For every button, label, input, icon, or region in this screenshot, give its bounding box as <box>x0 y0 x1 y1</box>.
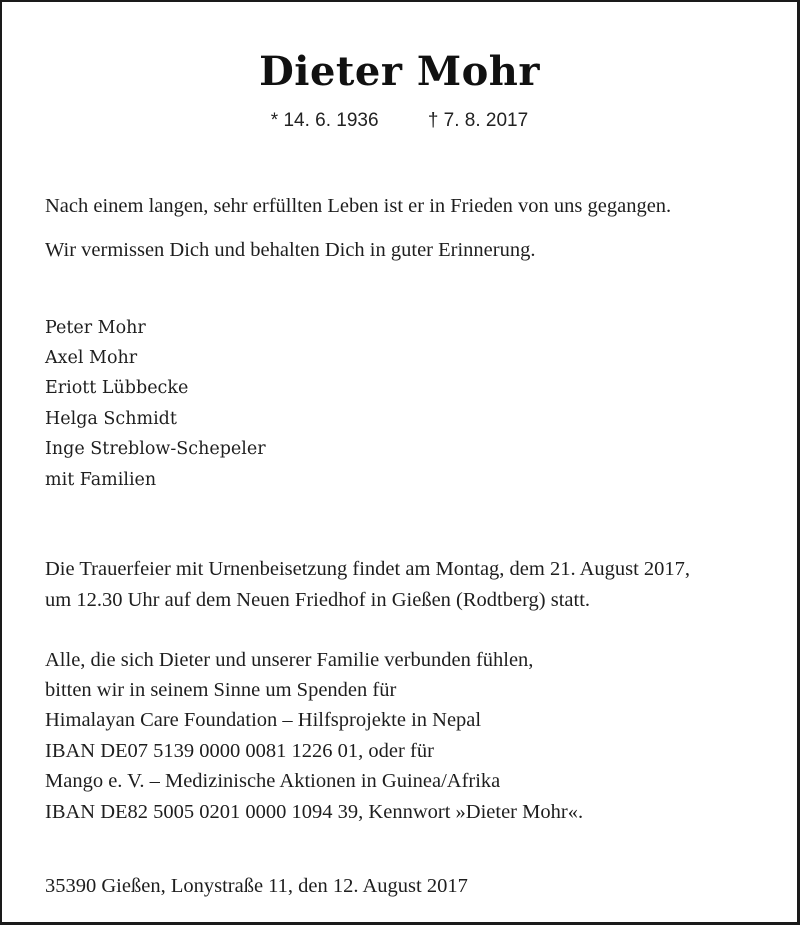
mourner-name: Eriott Lübbecke <box>45 378 189 398</box>
donation-line: Alle, die sich Dieter und unserer Familie verbunden fühlen, <box>45 649 534 671</box>
funeral-line: Die Trauerfeier mit Urnenbeisetzung findet am Montag, dem 21. August 2017, <box>45 558 691 580</box>
mourner-name: Peter Mohr <box>45 318 146 338</box>
address-date-line: 35390 Gießen, Lonystraße 11, den 12. August 2017 <box>45 875 468 897</box>
birth-date: * 14. 6. 1936 <box>270 110 379 131</box>
donation-line: bitten wir in seinem Sinne um Spenden für <box>45 679 397 701</box>
deceased-name: Dieter Mohr <box>259 48 540 95</box>
donation-line: Himalayan Care Foundation – Hilfsprojekte in Nepal <box>45 709 482 731</box>
death-date: † 7. 8. 2017 <box>427 110 529 131</box>
mourner-name: Axel Mohr <box>45 348 138 368</box>
funeral-line: um 12.30 Uhr auf dem Neuen Friedhof in Gießen (Rodtberg) statt. <box>45 589 591 611</box>
mourner-name: Helga Schmidt <box>45 409 177 429</box>
donation-line: IBAN DE07 5139 0000 0081 1226 01, oder für <box>45 740 434 762</box>
donation-line: Mango e. V. – Medizinische Aktionen in Guinea/Afrika <box>45 770 501 792</box>
donation-line: IBAN DE82 5005 0201 0000 1094 39, Kennwort »Dieter Mohr«. <box>45 801 584 823</box>
intro-line: Nach einem langen, sehr erfüllten Leben ist er in Frieden von uns gegangen. <box>45 195 672 217</box>
life-dates <box>2 108 797 134</box>
mourner-name: mit Familien <box>45 470 157 490</box>
mourner-name: Inge Streblow-Schepeler <box>45 439 266 459</box>
intro-line: Wir vermissen Dich und behalten Dich in guter Erinnerung. <box>45 239 536 261</box>
